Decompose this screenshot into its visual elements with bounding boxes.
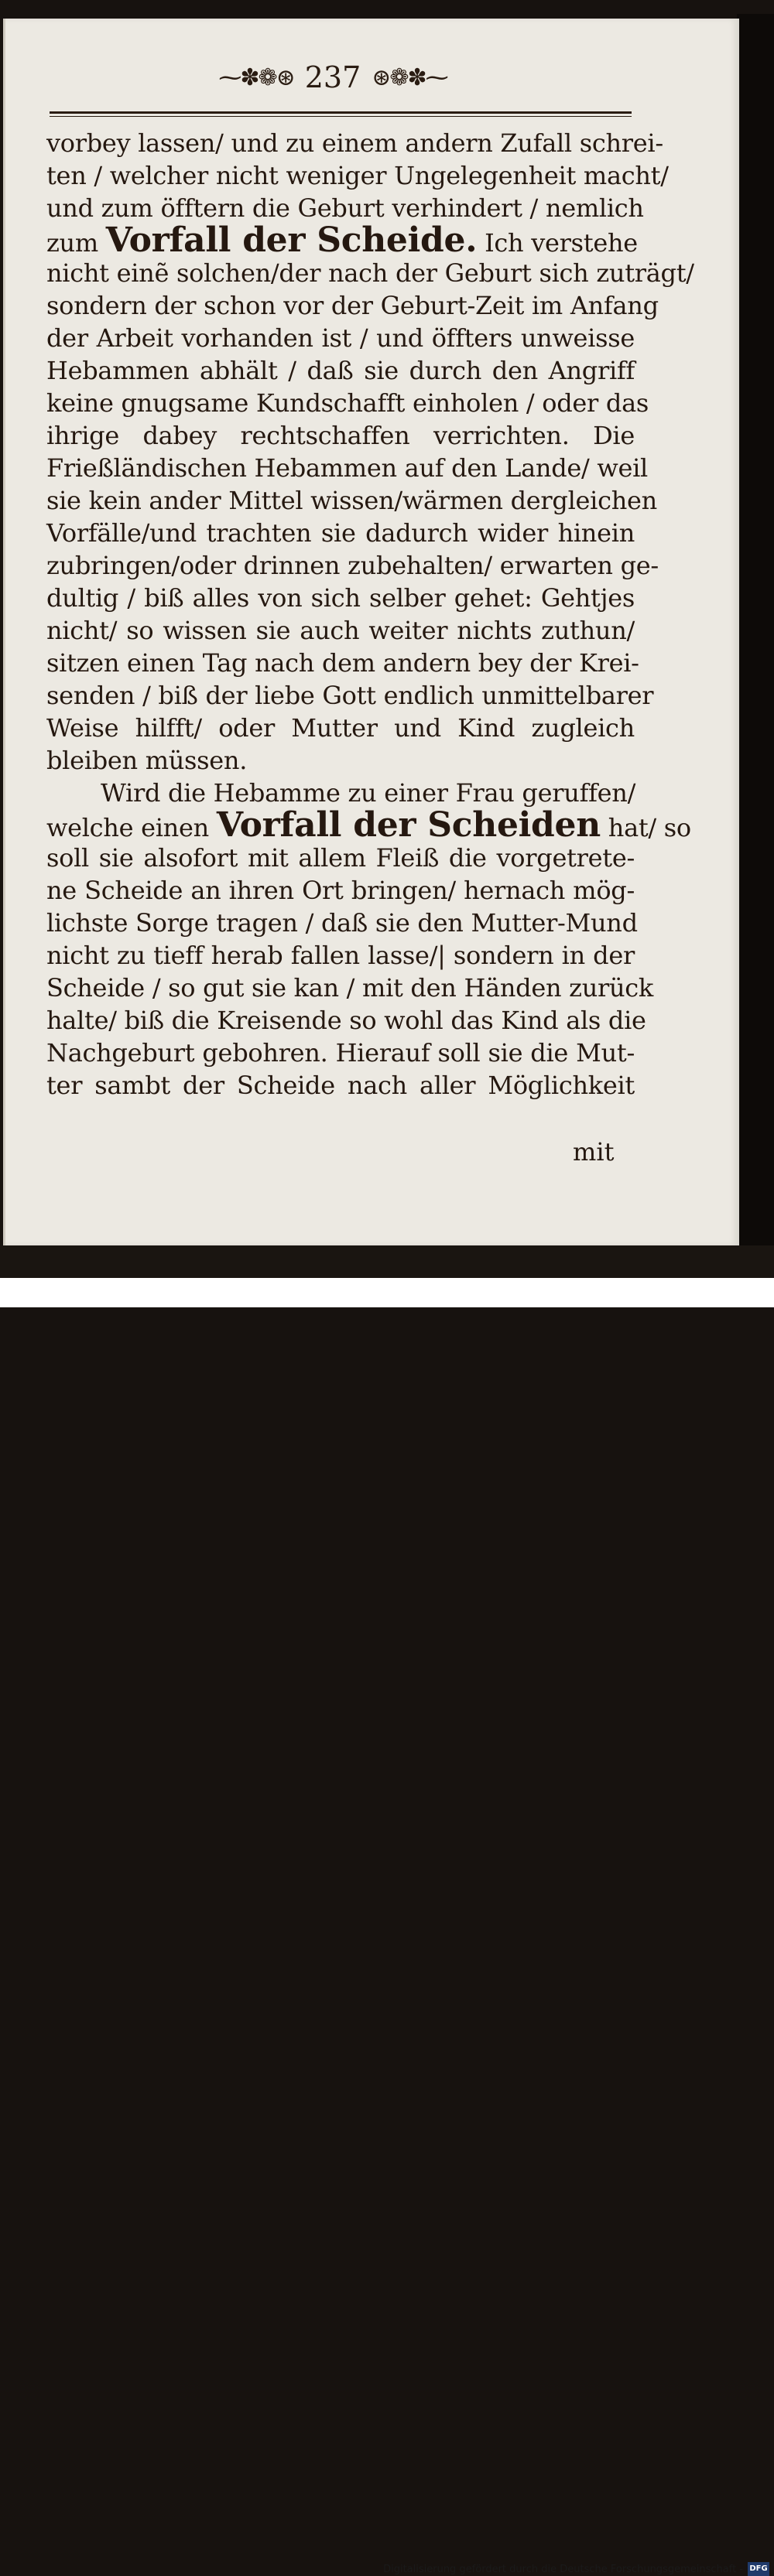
emphasized-heading: Vorfall der Scheide. [105, 220, 478, 260]
text-line: ihrige dabey rechtschaffen verrichten. Die [46, 421, 635, 450]
dfg-logo: DFG [748, 2562, 769, 2576]
emphasized-heading: Vorfall der Scheiden [216, 805, 601, 845]
ornament-left-icon: ⁓✽❁⊛ [218, 63, 294, 91]
page-number: 237 [304, 60, 361, 94]
text-line: Nachgeburt gebohren. Hierauf soll sie die Mut- [46, 1038, 635, 1068]
text-line: bleiben müssen. [46, 746, 248, 775]
book-edge [737, 14, 774, 1252]
text-line [46, 220, 638, 260]
text-line: nicht zu tieff herab fallen lasse/| sondern in der [46, 941, 635, 970]
text-line: Hebammen abhält / daß sie durch den Angriff [46, 356, 635, 385]
body-text [46, 127, 694, 1102]
text-line: sondern der schon vor der Geburt-Zeit im Anfang [46, 291, 659, 320]
text-line: vorbey lassen/ und zu einem andern Zufall schrei- [46, 128, 663, 158]
header-rule-thin [50, 116, 632, 117]
text-line: Scheide / so gut sie kan / mit den Händen zurück [46, 973, 654, 1003]
funding-credit: Digitalisierung gefördert durch die Deutsche Forschungsgemeinschaft - [383, 2564, 743, 2575]
text-line: und zum öfftern die Geburt verhindert / nemlich [46, 193, 644, 223]
text-line: dultig / biß alles von sich selber gehet: Gehtjes [46, 583, 635, 613]
text-line: Vorfälle/und trachten sie dadurch wider hinein [46, 518, 635, 548]
ornament-right-icon: ⊛❁✽⁓ [372, 63, 447, 91]
text-line: Weise hilfft/ oder Mutter und Kind zugleich [46, 713, 635, 743]
text-line-part: zum [46, 228, 106, 258]
text-line: nicht/ so wissen sie auch weiter nichts zuthun/ [46, 616, 635, 645]
text-line: ter sambt der Scheide nach aller Möglichkeit [46, 1071, 635, 1100]
text-line: ne Scheide an ihren Ort bringen/ hernach mög- [46, 876, 635, 905]
text-line: sitzen einen Tag nach dem andern bey der Krei- [46, 648, 639, 678]
text-line: der Arbeit vorhanden ist / und öffters unweisse [46, 323, 635, 353]
text-line: Wird die Hebamme zu einer Frau geruffen/ [101, 778, 636, 808]
text-line: halte/ biß die Kreisende so wohl das Kind als die [46, 1006, 646, 1035]
header-rule [50, 111, 632, 114]
page-header [194, 56, 472, 99]
text-line: senden / biß der liebe Gott endlich unmittelbarer [46, 681, 654, 710]
text-line: ten / welcher nicht weniger Ungelegenheit macht/ [46, 161, 669, 190]
text-line: soll sie alsofort mit allem Fleiß die vorgetrete- [46, 843, 635, 873]
text-line: Frießländischen Hebammen auf den Lande/ weil [46, 453, 648, 483]
text-line-part: Ich verstehe [477, 228, 638, 258]
text-line: sie kein ander Mittel wissen/wärmen dergleichen [46, 486, 657, 515]
text-line: zubringen/oder drinnen zubehalten/ erwarten ge- [46, 551, 659, 580]
footer-bar [0, 1278, 774, 2575]
text-line: lichste Sorge tragen / daß sie den Mutter-Mund [46, 908, 638, 938]
text-line [46, 805, 691, 845]
catchword: mit [573, 1137, 615, 1167]
text-line: keine gnugsame Kundschafft einholen / oder das [46, 388, 649, 418]
text-line: nicht einẽ solchen/der nach der Geburt sich zuträgt/ [46, 258, 694, 288]
text-line-part: hat/ so [600, 813, 691, 842]
text-line-part: welche einen [46, 813, 217, 842]
scan-bottom-band [0, 1245, 774, 1278]
